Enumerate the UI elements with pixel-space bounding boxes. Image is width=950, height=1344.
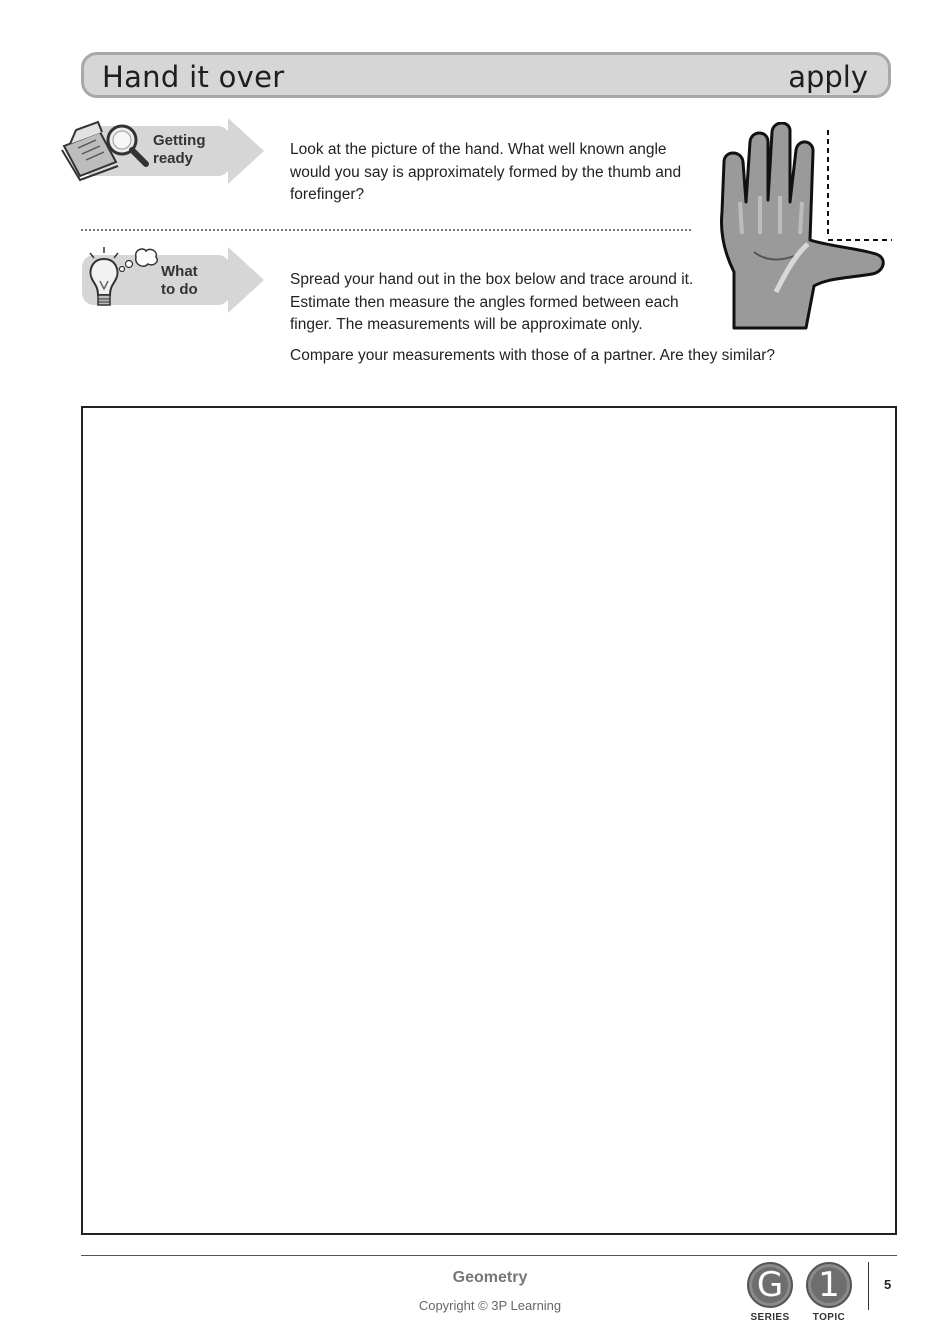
title-bar xyxy=(81,52,891,98)
lightbulb-icon xyxy=(84,245,164,317)
section-divider xyxy=(81,229,691,231)
topic-number: 1 xyxy=(811,1267,847,1303)
topic-badge xyxy=(804,1262,854,1323)
what-to-do-label-line1: What xyxy=(161,263,198,280)
footer-separator xyxy=(868,1262,869,1310)
what-to-do-marker xyxy=(82,247,266,307)
getting-ready-label-line1: Getting xyxy=(153,132,206,149)
what-to-do-text: Spread your hand out in the box below and trace around it. Estimate then measure the angles formed between each finger. The measurements will be approximate only. xyxy=(290,271,694,333)
compare-text: Compare your measurements with those of a partner. Are they similar? xyxy=(290,347,776,364)
raised-hand-illustration xyxy=(716,122,896,336)
series-badge xyxy=(745,1262,795,1323)
getting-ready-label-line2: ready xyxy=(153,150,194,167)
page-number: 5 xyxy=(884,1277,892,1292)
footer-subject: Geometry xyxy=(452,1269,528,1286)
footer-divider xyxy=(81,1255,897,1256)
what-to-do-label-line2: to do xyxy=(161,281,198,298)
page-title: Hand it over xyxy=(102,60,285,94)
series-letter: G xyxy=(752,1267,788,1303)
hand-trace-box[interactable] xyxy=(81,406,897,1235)
getting-ready-text: Look at the picture of the hand. What well known angle would you say is approximately formed by the thumb and forefinger? xyxy=(290,141,682,203)
getting-ready-marker xyxy=(82,118,266,178)
activity-type-tag: apply xyxy=(788,60,868,94)
footer-copyright: Copyright © 3P Learning xyxy=(418,1298,562,1313)
series-caption: SERIES xyxy=(750,1312,790,1323)
topic-caption: TOPIC xyxy=(812,1312,846,1323)
book-magnifier-icon xyxy=(58,118,150,184)
